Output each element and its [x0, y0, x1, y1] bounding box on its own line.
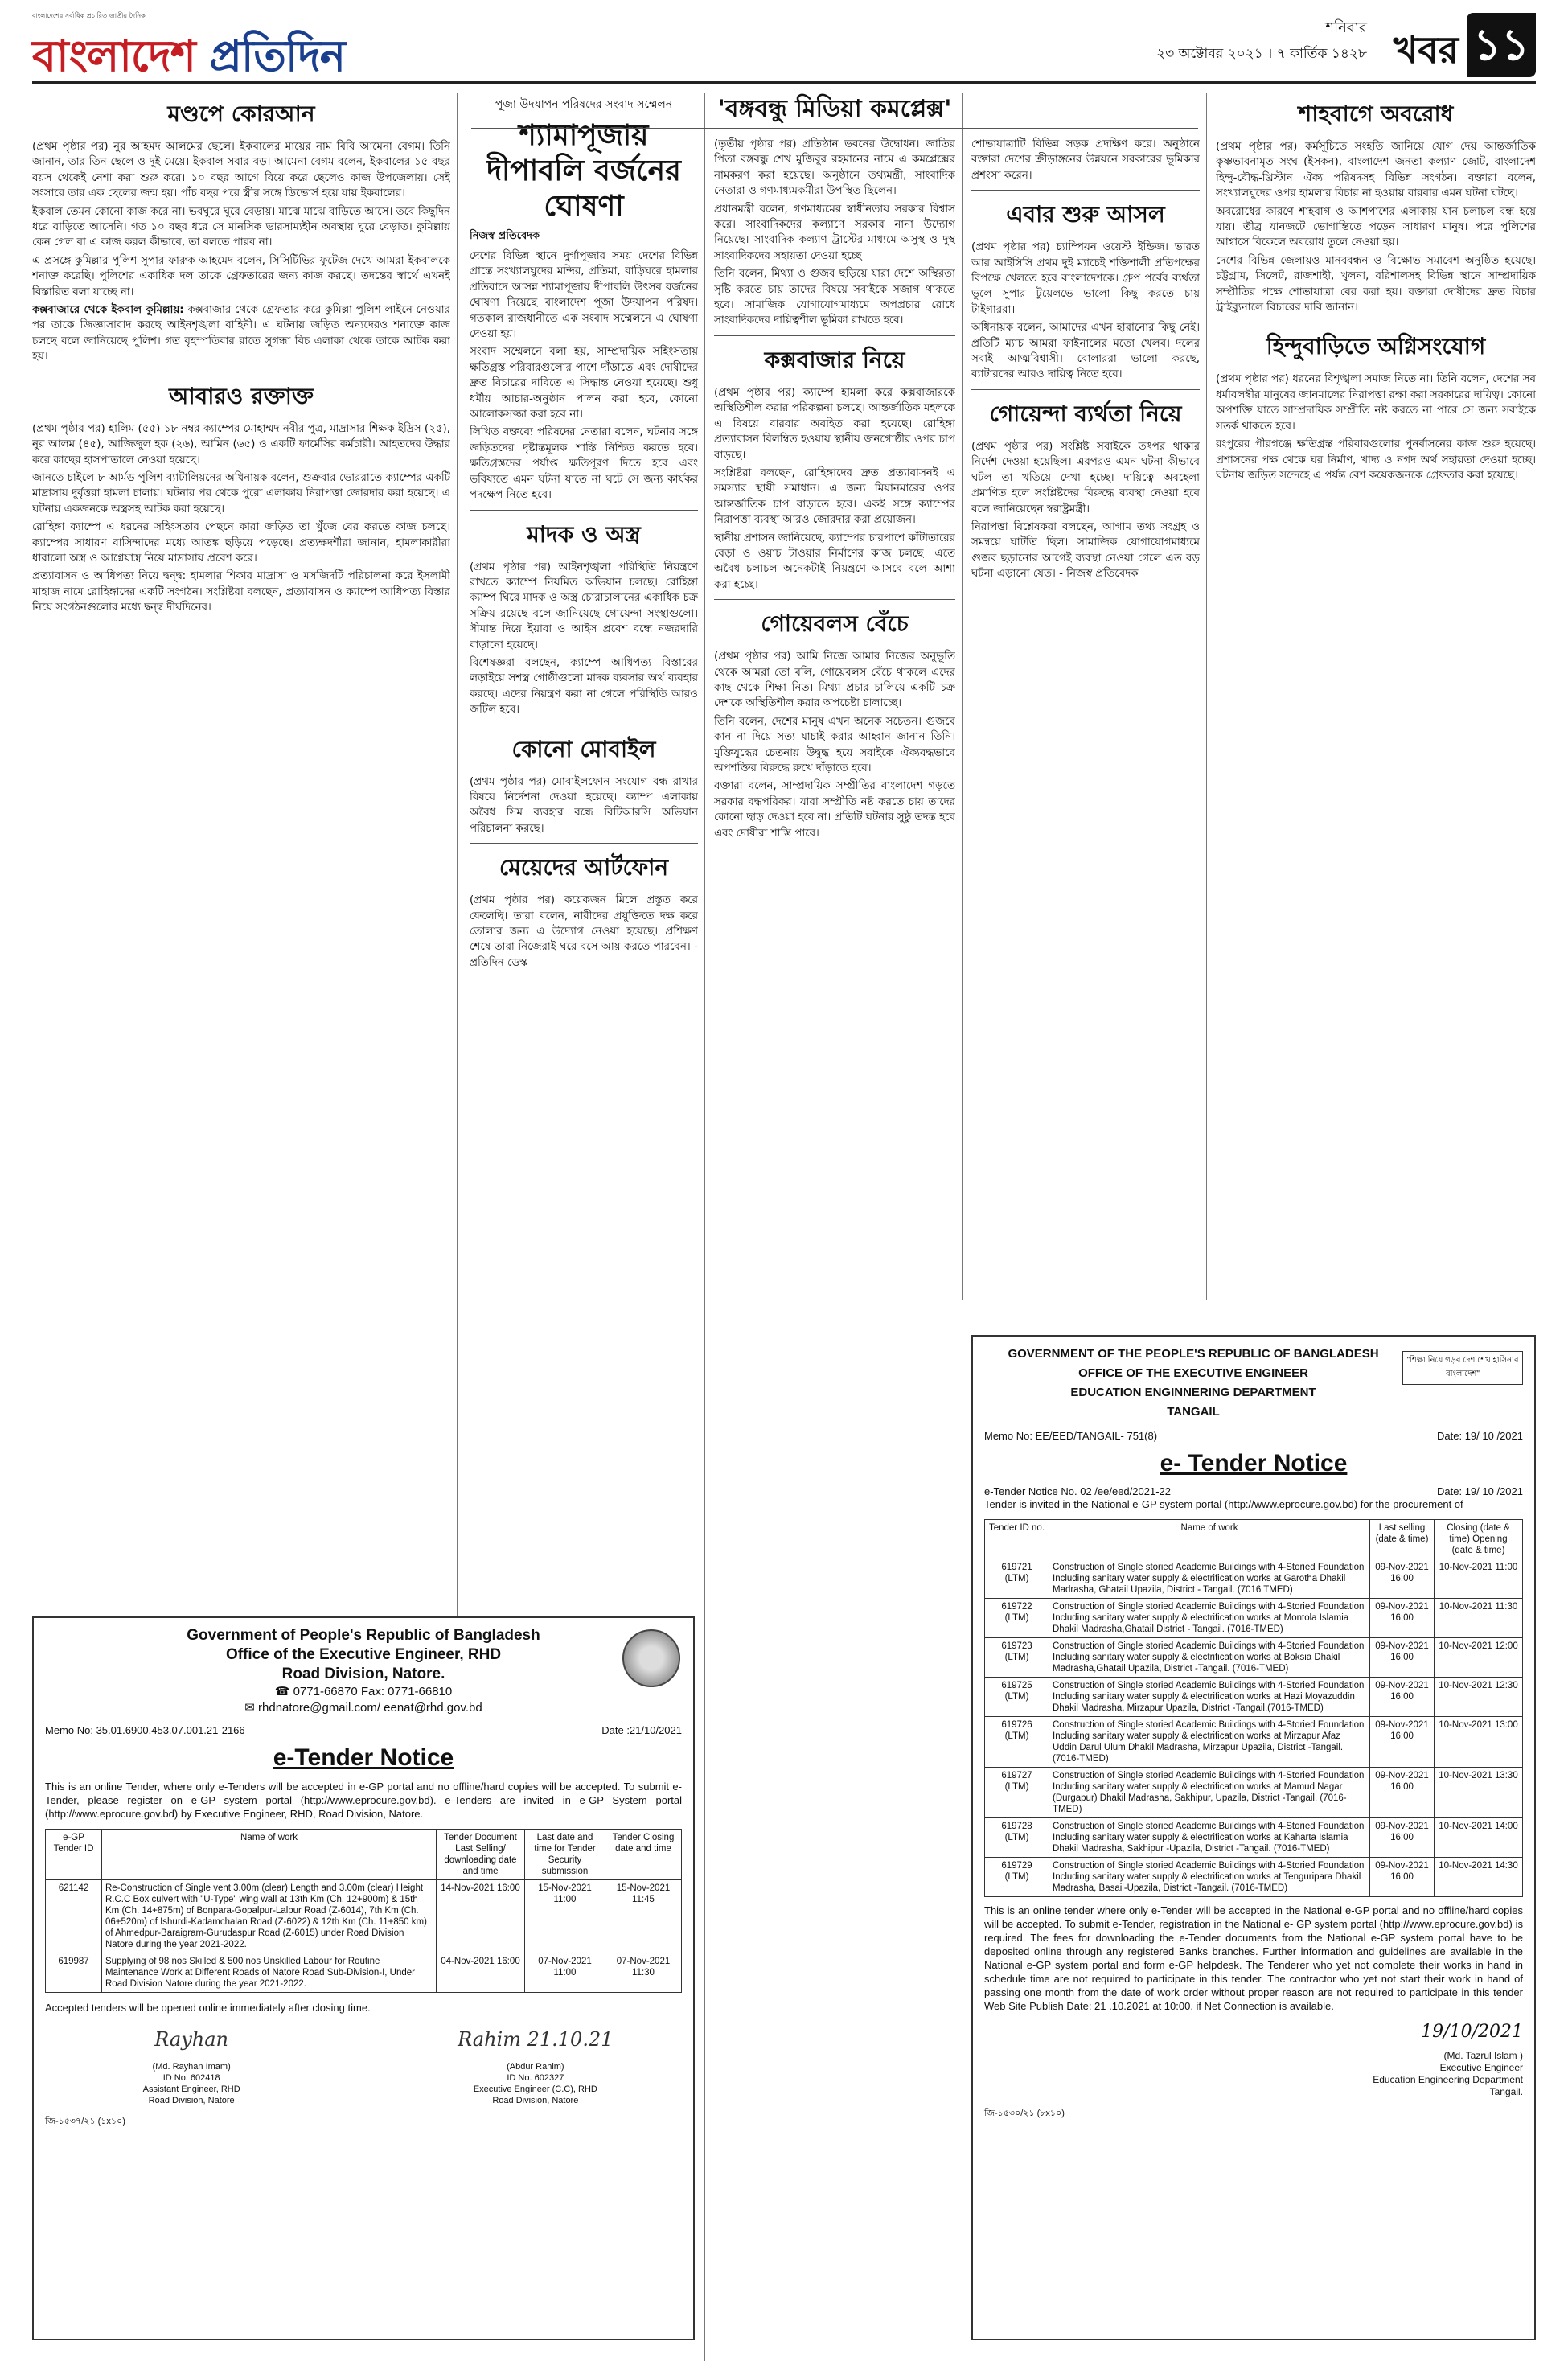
closing-date: 10-Nov-2021 13:00: [1435, 1717, 1523, 1768]
article-paragraph: অধিনায়ক বলেন, আমাদের এখন হারানোর কিছু নেই। প্রতিটি ম্যাচ আমরা ফাইনালের মতো খেলব। দলের সবাই আত্মবিশ্বাসী। বোলাররা ভালো করছে, ব্যাটারদের আরও দায়িত্ব নিতে হবে।: [971, 322, 1200, 381]
table-header: Name of work: [1049, 1520, 1370, 1559]
work-name: Construction of Single storied Academic Buildings with 4-Storied Foundation Including sanitary water supply & electrification works at Mamud Nagar (Durgapur) Dhakil Madrasha, Sakhipur, Upazila, District -Tangail. (7016-TMED): [1049, 1768, 1370, 1818]
article-paragraph: বক্তারা বলেন, সাম্প্রদায়িক সম্প্রীতির বাংলাদেশ গড়তে সরকার বদ্ধপরিকর। যারা সম্প্রীতি নষ্ট করতে চায় তাদের কোনো ছাড় দেওয়া হবে না। প্রতিটি ঘটনার সুষ্ঠু তদন্ত হবে এবং দোষীরা শাস্তি পাবে।: [714, 780, 955, 840]
article-paragraph: দেশের বিভিন্ন স্থানে দুর্গাপূজার সময় দেশের বিভিন্ন প্রান্তে সংখ্যালঘুদের মন্দির, প্রতিমা, বাড়িঘরে হামলার প্রতিবাদে আসন্ন শ্যামাপূজায় দীপাবলি উৎসব বর্জনের ঘোষণা দিয়েছে বাংলাদেশ পূজা উদযাপন পরিষদ। গতকাল রাজধানীতে এক সংবাদ সম্মেলনে এ ঘোষণা দেওয়া হয়।: [470, 250, 698, 341]
notice-email[interactable]: ✉ rhdnatore@gmail.com/ eenat@rhd.gov.bd: [244, 1701, 482, 1715]
table-header: Closing (date & time) Opening (date & time): [1435, 1520, 1523, 1559]
tender-id: 619726 (LTM): [985, 1717, 1049, 1768]
closing-date: 10-Nov-2021 14:30: [1435, 1858, 1523, 1897]
notice-title: e- Tender Notice: [1160, 1450, 1348, 1477]
signature-block: [984, 2022, 1523, 2098]
tender-notice-rhd-natore: [32, 1616, 695, 2340]
notice-line-row: [984, 1485, 1523, 1497]
article-paragraph: রংপুরের পীরগঞ্জে ক্ষতিগ্রস্ত পরিবারগুলোর পুনর্বাসনের কাজ শুরু হয়েছে। প্রশাসনের পক্ষ থেকে ঘর নির্মাণ, খাদ্য ও নগদ অর্থ সহায়তা দেওয়া হচ্ছে। ঘটনায় জড়িত সন্দেহে এ পর্যন্ত বেশ কয়েকজনকে গ্রেফতার করা হয়েছে।: [1216, 438, 1536, 482]
divider: [470, 510, 698, 511]
tender-id: 619725 (LTM): [985, 1678, 1049, 1717]
last-selling: 09-Nov-2021 16:00: [1370, 1599, 1435, 1638]
signatory-id: ID No. 602418: [162, 2073, 220, 2083]
article-paragraph: (প্রথম পৃষ্ঠার পর) সংশ্লিষ্ট সবাইকে তৎপর থাকার নির্দেশ দেওয়া হয়েছিল। এরপরও এমন ঘটনা কীভাবে ঘটল তা খতিয়ে দেখা হচ্ছে। দায়িত্বে অবহেলা প্রমাণিত হলে সংশ্লিষ্টদের বিরুদ্ধে ব্যবস্থা নেওয়া হবে বলে জানিয়েছেন স্বরাষ্ট্রমন্ত্রী।: [971, 440, 1200, 515]
tender-id: 619723 (LTM): [985, 1638, 1049, 1678]
article-paragraph: নিরাপত্তা বিশ্লেষকরা বলছেন, আগাম তথ্য সংগ্রহ ও সমন্বয়ে ঘাটতি ছিল। সামাজিক যোগাযোগমাধ্যমে গুজব ছড়ানোর আগেই ব্যবস্থা নেওয়া গেলে এত বড় ঘটনা এড়ানো যেত। - নিজস্ব প্রতিবেদক: [971, 520, 1200, 581]
article-paragraph: সংশ্লিষ্টরা বলছেন, রোহিঙ্গাদের দ্রুত প্রত্যাবাসনই এ সমস্যার স্থায়ী সমাধান। এ জন্য মিয়ানমারের ওপর আন্তর্জাতিক চাপ বাড়াতে হবে। একই সঙ্গে ক্যাম্পের নিরাপত্তা ব্যবস্থা আরও জোরদার করা প্রয়োজন।: [714, 466, 955, 527]
ad-reference: জি-১৫৩৭/২১ (১x১০): [45, 2117, 125, 2126]
table-row: [985, 1858, 1523, 1897]
column-divider: [962, 93, 963, 1300]
signature-block: [389, 2028, 682, 2106]
tender-id: 619987: [46, 1953, 102, 1993]
signatory-name: (Md. Rayhan Imam): [152, 2062, 231, 2072]
last-selling: 09-Nov-2021 16:00: [1370, 1678, 1435, 1717]
ad-reference: জি-১৫৩০/২১ (৮x১০): [984, 2109, 1065, 2118]
table-row: [985, 1717, 1523, 1768]
notice-place: TANGAIL: [1167, 1405, 1220, 1419]
article-paragraph: ইকবাল তেমন কোনো কাজ করে না। ভবঘুরে ঘুরে বেড়ায়। মাঝে মাঝে বাড়িতে আসে। তবে কিছুদিন ধরে বাড়িতে আসেনি। গত ১০ বছর ধরে সে মানসিক ভারসাম্যহীন অবস্থায় ঘুরে বেড়াত। কুমিল্লায় কেন গেল বা এ কাজ করল কীভাবে, তা বলতে পারব না।: [32, 205, 450, 249]
memo-number: Memo No: EE/EED/TANGAIL- 751(8): [984, 1430, 1158, 1442]
notice-body: This is an online tender where only e-Tender will be accepted in the National e-GP portal and no offline/hard copies will be accepted. To submit e-Tender, registration in the National e- GP system portal (http://www.eprocure.gov.bd) is required. The fees for downloading the e-Tender documents from the National e-GP system portal have to be deposited online through any registered Banks branches. Further information and guidelines are available in the National e-GP system portal and form e-GP helpdesk. The Tenderer who yet not complete their works in hand in schedule time are not required to participate in this tender. The contractor who yet not start their work in hand of passing one month from the date of work order without proper reason are not required to participate in this tender Web Site Publish Date: 21 .10.2021 at 10:00, if Net Connection is available.: [984, 1904, 1523, 2012]
divider: [971, 190, 1200, 191]
notice-motto: "শিক্ষা নিয়ে গড়ব দেশ শেখ হাসিনার বাংলাদেশ": [1402, 1351, 1523, 1385]
table-header: Tender Closing date and time: [605, 1830, 682, 1880]
article-paragraph: রোহিঙ্গা ক্যাম্পে এ ধরনের সহিংসতার পেছনে কারা জড়িত তা খুঁজে বের করতে কাজ চলছে। ক্যাম্পের সাধারণ বাসিন্দাদের মধ্যে আতঙ্ক ছড়িয়ে পড়েছে। প্রত্যক্ষদর্শীরা জানান, হামলাকারীরা ধারালো অস্ত্র ও আগ্নেয়াস্ত্র নিয়ে মাদ্রাসায় প্রবেশ করে।: [32, 521, 450, 565]
page-number: ১১: [1467, 13, 1536, 77]
security-date: 07-Nov-2021 11:00: [525, 1953, 605, 1993]
tender-notice-eed-tangail: [971, 1335, 1536, 2340]
article-paragraph: তিনি বলেন, মিথ্যা ও গুজব ছড়িয়ে যারা দেশে অস্থিরতা সৃষ্টি করতে চায় তাদের বিষয়ে সবাইকে সজাগ থাকতে হবে। সামাজিক যোগাযোগমাধ্যমে অপপ্রচার রোধে সাংবাদিকদের দায়িত্বশীল ভূমিকা রাখতে হবে।: [714, 268, 955, 327]
signatory-place: Tangail.: [1489, 2086, 1523, 2097]
table-row: [985, 1638, 1523, 1678]
headline-madok-o-ostro[interactable]: মাদক ও অস্ত্র: [527, 520, 641, 548]
signatory-place: Road Division, Natore: [492, 2096, 579, 2105]
last-selling: 09-Nov-2021 16:00: [1370, 1559, 1435, 1599]
article-paragraph: (প্রথম পৃষ্ঠার পর) আমি নিজে আমার নিজের অনুভূতি থেকে আমরা তো বলি, গোয়েবলস বেঁচে থাকলে এদের কাছ থেকে শিক্ষা নিত। মিথ্যা প্রচার চালিয়ে একটি চক্র দেশকে অস্থিতিশীল করার অপচেষ্টা চালাচ্ছে।: [714, 651, 955, 710]
article-paragraph: (প্রথম পৃষ্ঠার পর) কর্মসূচিতে সংহতি জানিয়ে যোগ দেয় আন্তর্জাতিক কৃষ্ণভাবনামৃত সংঘ (ইসকন), বাংলাদেশ জনতা কল্যাণ জোট, বাংলাদেশ হিন্দু-বৌদ্ধ-খ্রিস্টান ঐক্য পরিষদসহ বিভিন্ন সংগঠন। বক্তারা বলেন, সংখ্যালঘুদের ওপর হামলার বিচার না হওয়ায় বারবার এমন ঘটনা ঘটছে।: [1216, 141, 1536, 200]
government-emblem-icon: [622, 1629, 680, 1687]
work-name: Construction of Single storied Academic Buildings with 4-Storied Foundation Including sanitary water supply & electrification works at Garotha Dhakil Madrasha, Ghatail Upazila, District - Tangail. (7016 TMED): [1049, 1559, 1370, 1599]
tender-table: [45, 1829, 682, 1993]
last-selling: 04-Nov-2021 16:00: [437, 1953, 525, 1993]
table-header: e-GP Tender ID: [46, 1830, 102, 1880]
headline-abaro-roktakto[interactable]: আবারও রক্তাক্ত: [168, 382, 314, 409]
article-paragraph: কক্সবাজার থেকে গ্রেফতার করে কুমিল্লা পুলিশ লাইনে নেওয়ার পর তাকে জিজ্ঞাসাবাদ করছে আইনশৃঙ্খলা বাহিনী। এ ঘটনায় জড়িত অন্যদেরও শনাক্তে কাজ চলছে বলে জানিয়েছে পুলিশ। গত বৃহস্পতিবার রাতে সুগন্ধা বিচ এলাকা থেকে তাকে আটক করা হয়।: [32, 304, 450, 363]
signatory-name: (Abdur Rahim): [507, 2062, 564, 2072]
headline-ebar-shuru[interactable]: এবার শুরু আসল: [1006, 201, 1165, 228]
work-name: Construction of Single storied Academic Buildings with 4-Storied Foundation Including sanitary water supply & electrification works at Montola Islamia Dhakil Madrasha,Ghatail District - Tangail. (7016-TMED): [1049, 1599, 1370, 1638]
tender-id: 619722 (LTM): [985, 1599, 1049, 1638]
column-divider: [1206, 93, 1207, 1300]
notice-office: Office of the Executive Engineer, RHD: [225, 1646, 502, 1663]
column-divider: [704, 93, 705, 2361]
tender-id: 619727 (LTM): [985, 1768, 1049, 1818]
tender-id: 619728 (LTM): [985, 1818, 1049, 1858]
closing-date: 07-Nov-2021 11:30: [605, 1953, 682, 1993]
work-name: Construction of Single storied Academic Buildings with 4-Storied Foundation Including sanitary water supply & electrification works at Mirzapur Afaz Uddin Darul Ulum Dhakil Madrasha, Mirzapur Upazila, District -Tangail. (7016-TMED): [1049, 1717, 1370, 1768]
notice-government: GOVERNMENT OF THE PEOPLE'S REPUBLIC OF BANGLADESH: [1008, 1347, 1379, 1361]
issue-date: ২৩ অক্টোবর ২০২১ । ৭ কার্তিক ১৪২৮: [1156, 46, 1367, 62]
byline: নিজস্ব প্রতিবেদক: [470, 230, 540, 242]
article-paragraph: জানতে চাইলে ৮ আর্মড পুলিশ ব্যাটালিয়নের অধিনায়ক বলেন, শুক্রবার ভোররাতে ক্যাম্পের একটি মাদ্রাসায় দুর্বৃত্তরা হামলা চালায়। ঘটনার পর থেকে পুরো এলাকায় নিরাপত্তা জোরদার করা হয়েছে। এ ঘটনায় একজনকে অস্ত্রসহ আটক করা হয়েছে।: [32, 471, 450, 515]
signatory-name: (Md. Tazrul Islam ): [1443, 2050, 1523, 2061]
column-1: [32, 93, 450, 1694]
divider: [714, 599, 955, 600]
article-paragraph: প্রত্যাবাসন ও আধিপত্য নিয়ে দ্বন্দ্ব: হামলার শিকার মাদ্রাসা ও মসজিদটি পরিচালনা করে ইসলামী মাহাজ নামে রোহিঙ্গাদের একটি সংগঠন। সংশ্লিষ্টরা বলছেন, প্রত্যাবাসন ও ক্যাম্পে আধিপত্য বিস্তার নিয়ে সংগঠনগুলোর মধ্যে দ্বন্দ্ব দীর্ঘদিনের।: [32, 570, 450, 614]
table-row: [985, 1818, 1523, 1858]
headline-coxsbazar[interactable]: কক্সবাজার নিয়ে: [764, 346, 905, 373]
signatory-place: Road Division, Natore: [148, 2096, 235, 2105]
tender-id: 621142: [46, 1880, 102, 1953]
table-header: Tender ID no.: [985, 1520, 1049, 1559]
memo-number: Memo No: 35.01.6900.453.07.001.21-2166: [45, 1724, 245, 1736]
table-header: Name of work: [102, 1830, 437, 1880]
last-selling: 09-Nov-2021 16:00: [1370, 1768, 1435, 1818]
brand-tagline: বাংলাদেশের সর্বাধিক প্রচারিত জাতীয় দৈনিক: [32, 12, 146, 19]
table-header: Last selling (date & time): [1370, 1520, 1435, 1559]
closing-date: 15-Nov-2021 11:45: [605, 1880, 682, 1953]
notice-phone: ☎ 0771-66870 Fax: 0771-66810: [274, 1685, 453, 1698]
table-header: Tender Document Last Selling/ downloading date and time: [437, 1830, 525, 1880]
headline-kono-mobile[interactable]: কোনো মোবাইল: [511, 735, 656, 762]
closing-date: 10-Nov-2021 12:30: [1435, 1678, 1523, 1717]
article-paragraph: প্রধানমন্ত্রী বলেন, গণমাধ্যমের স্বাধীনতায় সরকার বিশ্বাস করে। সাংবাদিকদের কল্যাণে সরকার নানা উদ্যোগ নিয়েছে। সাংবাদিক কল্যাণ ট্রাস্টের মাধ্যমে অসুস্থ ও দুস্থ সাংবাদিকদের সহায়তা দেওয়া হচ্ছে।: [714, 203, 955, 262]
notice-division: Road Division, Natore.: [281, 1665, 445, 1682]
article-paragraph: এ প্রসঙ্গে কুমিল্লার পুলিশ সুপার ফারুক আহমেদ বলেন, সিসিটিভির ফুটেজ দেখে আমরা ইকবালকে শনাক্ত করেছি। পুলিশের একাধিক দল তাকে গ্রেফতারের জন্য কাজ করছে। তদন্তের স্বার্থে এখনই বিস্তারিত বলা যাচ্ছে না।: [32, 254, 450, 298]
memo-date: Date: 19/ 10 /2021: [1437, 1430, 1523, 1442]
divider: [971, 389, 1200, 390]
signatory-role: Executive Engineer (C.C), RHD: [473, 2084, 597, 2094]
closing-date: 10-Nov-2021 13:30: [1435, 1768, 1523, 1818]
logo-part-a: বাংলাদেশ: [32, 30, 210, 81]
tender-table: [984, 1519, 1523, 1897]
table-header: Last date and time for Tender Security submission: [525, 1830, 605, 1880]
article-paragraph: (প্রথম পৃষ্ঠার পর) আইনশৃঙ্খলা পরিস্থিতি নিয়ন্ত্রণে রাখতে ক্যাম্পে নিয়মিত অভিযান চলছে। রোহিঙ্গা ক্যাম্প ঘিরে মাদক ও অস্ত্র চোরাচালানের একাধিক চক্র সক্রিয় রয়েছে বলে জানিয়েছে গোয়েন্দা সংস্থাগুলো। সীমান্ত দিয়ে ইয়াবা ও আইস প্রবেশ বন্ধে নজরদারি বাড়ানো হয়েছে।: [470, 561, 698, 651]
notice-government: Government of People's Republic of Bangladesh: [187, 1627, 540, 1644]
signature-block: [45, 2028, 338, 2106]
article-paragraph: (প্রথম পৃষ্ঠার পর) ক্যাম্পে হামলা করে কক্সবাজারকে অস্থিতিশীল করার পরিকল্পনা চলছে। আন্তর্জাতিক মহলকে এ বিষয়ে বারবার অবহিত করা হয়েছে। রোহিঙ্গা প্রত্যাবাসন বিলম্বিত হওয়ায় স্থানীয় জনগোষ্ঠীর ওপর চাপ বাড়ছে।: [714, 386, 955, 462]
signatory-id: ID No. 602327: [507, 2073, 564, 2083]
article-paragraph: সংবাদ সম্মেলনে বলা হয়, সাম্প্রদায়িক সহিংসতায় ক্ষতিগ্রস্ত পরিবারগুলোর পাশে দাঁড়াতে এবং দোষীদের দ্রুত বিচারের দাবিতে এ সিদ্ধান্ত নেওয়া হয়েছে। শুধু ধর্মীয় আচার-অনুষ্ঠান পালন করা হবে, কোনো আলোকসজ্জা করা হবে না।: [470, 346, 698, 421]
kicker: পূজা উদযাপন পরিষদের সংবাদ সম্মেলন: [495, 98, 673, 111]
article-paragraph: স্থানীয় প্রশাসন জানিয়েছে, ক্যাম্পের চারপাশে কাঁটাতারের বেড়া ও ওয়াচ টাওয়ার নির্মাণের কাজ চলছে। এতে অবৈধ চলাচল অনেকটাই নিয়ন্ত্রণে আসবে বলে আশা করা হচ্ছে।: [714, 532, 955, 591]
signature-mark: 19/10/2021: [1421, 2022, 1523, 2042]
headline-goebbels[interactable]: গোয়েবলস বেঁচে: [761, 610, 909, 638]
work-name: Supplying of 98 nos Skilled & 500 nos Unskilled Labour for Routine Maintenance Work at Different Roads of Natore Road Sub-Division-I, Under Road Division Natore during the year 2021-2022.: [102, 1953, 437, 1993]
notice-number: e-Tender Notice No. 02 /ee/eed/2021-22: [984, 1485, 1171, 1497]
issue-day: শনিবার: [1325, 19, 1367, 36]
work-name: Re-Construction of Single vent 3.00m (clear) Length and 3.00m (clear) Height R.C.C Box culvert with "U-Type" wing wall at 13th Km (Ch. 12+900m) & 15th Km (Ch. 14+875m) of Bonpara-Gopalpur-Lalpur Road (Z-6014), 7th Km (Ch. 06+520m) of Ishurdi-Kadamchalan Road (Z-6022) & 12th Km (Ch. 11+850 km) of Ahmedpur-Baraigram-Gurudaspur Road (Z-6015) under Road Division Natore during the year 2021-2022.: [102, 1880, 437, 1953]
subheading: কক্সবাজারে থেকে ইকবাল কুমিল্লায়:: [32, 304, 184, 317]
divider: [470, 843, 698, 844]
article-paragraph: (প্রথম পৃষ্ঠার পর) ধরনের বিশৃঙ্খলা সমাজ নিতে না। তিনি বলেন, দেশের সব ধর্মাবলম্বীর মানুষের জানমালের নিরাপত্তা রক্ষা করা সরকারের দায়িত্ব। কোনো অপশক্তি যাতে সাম্প্রদায়িক সম্প্রীতি নষ্ট করতে না পারে সে জন্য সবাইকে সতর্ক থাকতে হবে।: [1216, 373, 1536, 433]
work-name: Construction of Single storied Academic Buildings with 4-Storied Foundation Including sanitary water supply & electrification works at Hazi Moyazuddin Dhakil Madrasha, Mirzapur Upazila, District -Tangail.(7016-TMED): [1049, 1678, 1370, 1717]
notice-intro: Tender is invited in the National e-GP system portal (http://www.eprocure.gov.bd) for the procurement of: [984, 1498, 1463, 1510]
signature-mark: Rahim 21.10.21: [458, 2028, 614, 2051]
article-paragraph: তিনি বলেন, দেশের মানুষ এখন অনেক সচেতন। গুজবে কান না দিয়ে সত্য যাচাই করার আহ্বান জানান তিনি। মুক্তিযুদ্ধের চেতনায় উদ্বুদ্ধ হয়ে সবাইকে ঐক্যবদ্ধভাবে অপশক্তির বিরুদ্ধে রুখে দাঁড়াতে হবে।: [714, 715, 955, 774]
headline-shahbag[interactable]: শাহবাগে অবরোধ: [1298, 101, 1454, 127]
column-3: [714, 137, 955, 2276]
notice-footnote: Accepted tenders will be opened online immediately after closing time.: [45, 2002, 371, 2014]
headline-goyenda[interactable]: গোয়েন্দা ব্যর্থতা নিয়ে: [989, 400, 1182, 427]
notice-memo-row: [984, 1430, 1523, 1442]
tender-id: 619721 (LTM): [985, 1559, 1049, 1599]
article-paragraph: (প্রথম পৃষ্ঠার পর) হালিম (৫৫) ১৮ নম্বর ক্যাম্পের মোহাম্মদ নবীর পুত্র, মাদ্রাসার শিক্ষক ইদ্রিস (২৫), নুর আলম (৪৫), আজিজুল হক (২৬), আমিন (৬৫) ও একটি ফার্মেসির কর্মচারী। আহতদের উদ্ধার করে কাছের হাসপাতালে নেওয়া হয়েছে।: [32, 422, 450, 466]
notice-title: e-Tender Notice: [273, 1744, 454, 1771]
section-label: খবর: [1393, 28, 1459, 72]
signature-mark: Rayhan: [154, 2028, 229, 2051]
article-paragraph: অবরোধের কারণে শাহবাগ ও আশপাশের এলাকায় যান চলাচল বন্ধ হয়ে যায়। তীব্র যানজটে ভোগান্তিতে পড়েন সাধারণ মানুষ। পরে পুলিশের আশ্বাসে বিকেলে অবরোধ তুলে নেওয়া হয়।: [1216, 205, 1536, 249]
signatory-dept: Education Engineering Department: [1373, 2074, 1523, 2085]
signatory-role: Executive Engineer: [1439, 2062, 1523, 2073]
work-name: Construction of Single storied Academic Buildings with 4-Storied Foundation Including sanitary water supply & electrification works at Boksia Dhakil Madrasha,Ghatail Upazila, District -Tangail. (7016-TMED): [1049, 1638, 1370, 1678]
closing-date: 10-Nov-2021 14:00: [1435, 1818, 1523, 1858]
table-row: [985, 1599, 1523, 1638]
notice-memo-row: [45, 1724, 682, 1736]
closing-date: 10-Nov-2021 11:00: [1435, 1559, 1523, 1599]
article-paragraph: (প্রথম পৃষ্ঠার পর) চ্যাম্পিয়ন ওয়েস্ট ইন্ডিজ। ভারত আর আইসিসি প্রথম দুই ম্যাচেই শক্তিশালী প্রতিপক্ষের বিপক্ষে খেলতে হবে বাংলাদেশকে। গ্রুপ পর্বের ব্যর্থতা ভুলে সুপার টুয়েলভে ভালো কিছু করতে চায় টাইগাররা।: [971, 241, 1200, 316]
masthead: [32, 6, 1536, 84]
table-row: [46, 1880, 682, 1953]
headline-mondope-koran[interactable]: মণ্ডপে কোরআন: [167, 101, 315, 127]
memo-date: Date :21/10/2021: [601, 1724, 682, 1736]
article-paragraph: (প্রথম পৃষ্ঠার পর) কয়েকজন মিলে প্রস্তুত করে ফেলেছি। তারা বলেন, নারীদের প্রযুক্তিতে দক্ষ করে তোলার জন্য এ উদ্যোগ নেওয়া হয়েছে। প্রশিক্ষণ শেষে তারা নিজেরাই ঘরে বসে আয় করতে পারবেন। - প্রতিদিন ডেস্ক: [470, 894, 698, 969]
security-date: 15-Nov-2021 11:00: [525, 1880, 605, 1953]
headline-hindubari[interactable]: হিন্দুবাড়িতে অগ্নিসংযোগ: [1266, 333, 1486, 360]
table-row: [985, 1768, 1523, 1818]
divider: [714, 335, 955, 336]
table-row: [985, 1678, 1523, 1717]
article-paragraph: লিখিত বক্তব্যে পরিষদের নেতারা বলেন, ঘটনার সঙ্গে জড়িতদের দৃষ্টান্তমূলক শাস্তি নিশ্চিত করতে হবে। ক্ষতিগ্রস্তদের পর্যাপ্ত ক্ষতিপূরণ দিতে হবে এবং ভবিষ্যতে এমন ঘটনা যাতে না ঘটে সে জন্য কার্যকর পদক্ষেপ নিতে হবে।: [470, 426, 698, 502]
work-name: Construction of Single storied Academic Buildings with 4-Storied Foundation Including sanitary water supply & electrification works at Kaharta Islamia Dhakil Madrasha, Sakhipur -Upazila, District -Tangail. (7016-TMED): [1049, 1818, 1370, 1858]
article-paragraph: (তৃতীয় পৃষ্ঠার পর) প্রতিষ্ঠান ভবনের উদ্বোধন। জাতির পিতা বঙ্গবন্ধু শেখ মুজিবুর রহমানের নামে এ কমপ্লেক্সের নামকরণ করা হয়েছে। অনুষ্ঠানে তথ্যমন্ত্রী, সাংবাদিক নেতারা ও গণমাধ্যমকর্মীরা উপস্থিত ছিলেন।: [714, 138, 955, 198]
logo-part-b: প্রতিদিন: [209, 30, 345, 81]
article-paragraph: (প্রথম পৃষ্ঠার পর) নুর আহমদ আলমের ছেলে। ইকবালের মায়ের নাম বিবি আমেনা বেগম। তিনি জানান, তার তিন ছেলে ও দুই মেয়ে। ইকবাল সবার বড়। আমেনা বেগম বলেন, ইকবালের ১৫ বছর বয়স থেকেই নেশা করা শুরু করে। ১০ বছর আগে বিয়ে করে ছেলেও কাজ উপজেলায়। সেই সংসারে তার এক ছেলের জন্ম হয়। পাঁচ বছর পরে স্ত্রীর সঙ্গে ডিভোর্স হয়ে যায় ইকবালের।: [32, 141, 450, 200]
closing-date: 10-Nov-2021 11:30: [1435, 1599, 1523, 1638]
article-paragraph: শোভাযাত্রাটি বিভিন্ন সড়ক প্রদক্ষিণ করে। অনুষ্ঠানে বক্তারা দেশের ক্রীড়াঙ্গনের উন্নয়নে সরকারের ভূমিকার প্রশংসা করেন।: [971, 138, 1200, 182]
work-name: Construction of Single storied Academic Buildings with 4-Storied Foundation Including sanitary water supply & electrification works at Tenguripara Dhakil Madrasha, Basail-Upazila, District -Tangail. (7016-TMED): [1049, 1858, 1370, 1897]
last-selling: 14-Nov-2021 16:00: [437, 1880, 525, 1953]
notice-body: This is an online Tender, where only e-Tenders will be accepted in e-GP portal and no offline/hard copies will be accepted. To submit e-Tender, please register on e-GP system portal (http://www.eprocure.gov.bd). e-Tenders are invited in e-GP System portal (http://www.eprocure.gov.bd) by Executive Engineer, RHD, Road Division, Natore.: [45, 1780, 682, 1820]
article-paragraph: (প্রথম পৃষ্ঠার পর) মোবাইলফোন সংযোগ বন্ধ রাখার বিষয়ে নির্দেশনা দেওয়া হয়েছে। ক্যাম্প এলাকায় অবৈধ সিম ব্যবহার বন্ধে বিটিআরসি অভিযান পরিচালনা করছে।: [470, 775, 698, 835]
column-5: [1216, 93, 1536, 1300]
closing-date: 10-Nov-2021 12:00: [1435, 1638, 1523, 1678]
signature-row: [45, 2028, 682, 2106]
notice-date: Date: 19/ 10 /2021: [1437, 1485, 1523, 1497]
table-row: [985, 1559, 1523, 1599]
headline-meyeder-artphone[interactable]: মেয়েদের আর্টফোন: [499, 854, 669, 881]
article-paragraph: দেশের বিভিন্ন জেলায়ও মানববন্ধন ও বিক্ষোভ সমাবেশ অনুষ্ঠিত হয়েছে। চট্টগ্রাম, সিলেট, রাজশাহী, খুলনা, বরিশালসহ বিভিন্ন স্থানে সাম্প্রদায়িক সম্প্রীতির পক্ষে শোভাযাত্রা বের করা হয়। বক্তারা দোষীদের দ্রুত বিচার ট্রাইব্যুনালে বিচারের দাবি জানান।: [1216, 254, 1536, 314]
column-4: [971, 137, 1200, 1327]
table-row: [46, 1953, 682, 1993]
last-selling: 09-Nov-2021 16:00: [1370, 1717, 1435, 1768]
notice-office: OFFICE OF THE EXECUTIVE ENGINEER: [1078, 1366, 1308, 1380]
last-selling: 09-Nov-2021 16:00: [1370, 1858, 1435, 1897]
column-divider: [457, 93, 458, 1702]
last-selling: 09-Nov-2021 16:00: [1370, 1818, 1435, 1858]
tender-id: 619729 (LTM): [985, 1858, 1049, 1897]
headline-shyamapuja[interactable]: শ্যামাপূজায় দীপাবলি বর্জনের ঘোষণা: [486, 118, 681, 223]
article-paragraph: বিশেষজ্ঞরা বলছেন, ক্যাম্পে আধিপত্য বিস্তারের লড়াইয়ে সশস্ত্র গোষ্ঠীগুলো মাদক ব্যবসার অর্থ ব্যবহার করছে। এদের নিয়ন্ত্রণ করা না গেলে পরিস্থিতি আরও জটিল হবে।: [470, 656, 698, 717]
notice-dept: EDUCATION ENGINNERING DEPARTMENT: [1070, 1386, 1316, 1399]
last-selling: 09-Nov-2021 16:00: [1370, 1638, 1435, 1678]
newspaper-logo[interactable]: [32, 23, 345, 95]
column-2: [470, 93, 698, 1694]
signatory-role: Assistant Engineer, RHD: [142, 2084, 240, 2094]
banner-headline[interactable]: 'বঙ্গবন্ধু মিডিয়া কমপ্লেক্স': [471, 93, 1198, 129]
